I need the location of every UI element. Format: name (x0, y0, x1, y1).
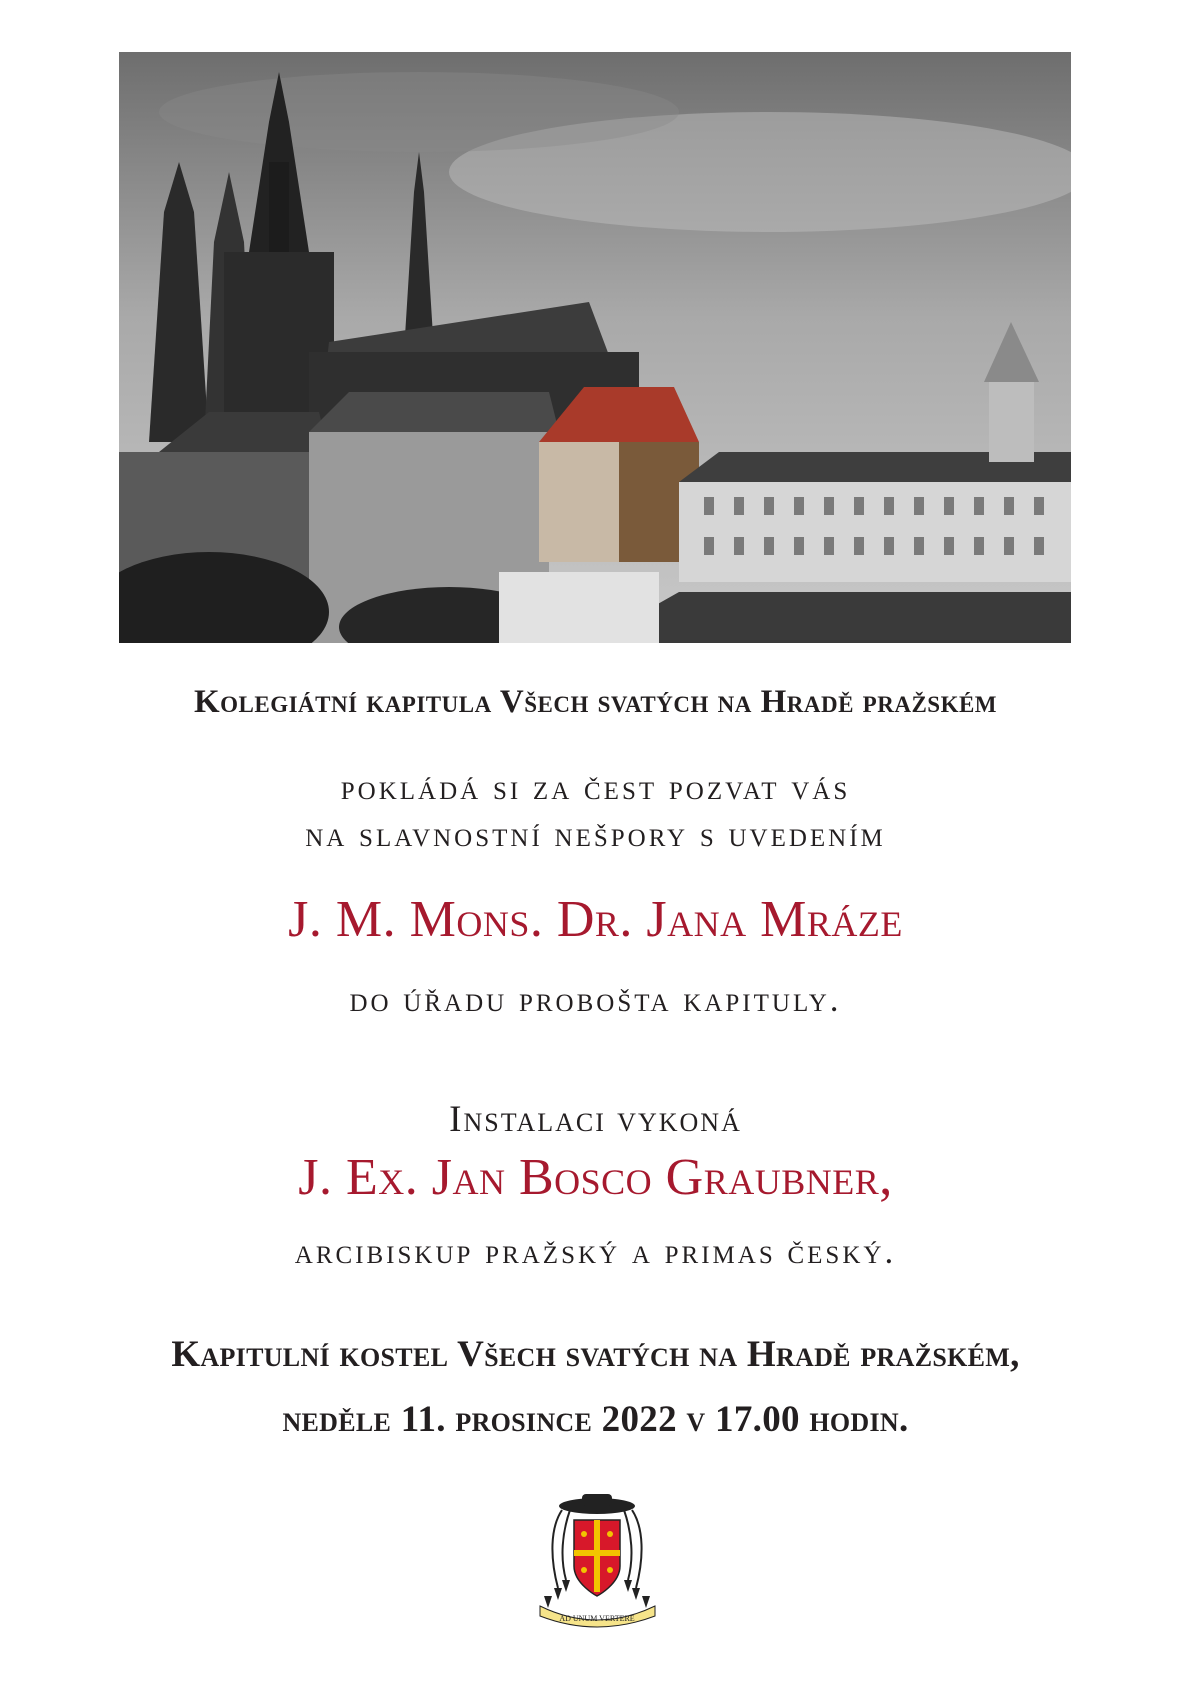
invitation-line-2: na slavnostní nešpory s uvedením (305, 815, 886, 854)
invitation-line-1: pokládá si za čest pozvat vás (340, 768, 851, 807)
event-datetime: neděle 11. prosince 2022 v 17.00 hodin. (282, 1399, 909, 1440)
officiant-name: J. Ex. Jan Bosco Graubner, (298, 1149, 893, 1206)
prague-castle-photo (119, 52, 1071, 643)
organization-name: Kolegiátní kapitula Všech svatých na Hradě pražském (193, 684, 998, 720)
installation-intro: Instalaci vykoná (449, 1099, 742, 1140)
officiant-title: arcibiskup pražský a primas český. (294, 1232, 897, 1271)
honoree-name: J. M. Mons. Dr. Jana Mráze (288, 891, 903, 948)
coat-of-arms-icon (530, 1488, 665, 1630)
event-location: Kapitulní kostel Všech svatých na Hradě pražském, (171, 1334, 1020, 1375)
motto-text: AD UNUM VERTERE (559, 1614, 635, 1623)
invitation-line-3: do úřadu probošta kapituly. (349, 980, 842, 1019)
